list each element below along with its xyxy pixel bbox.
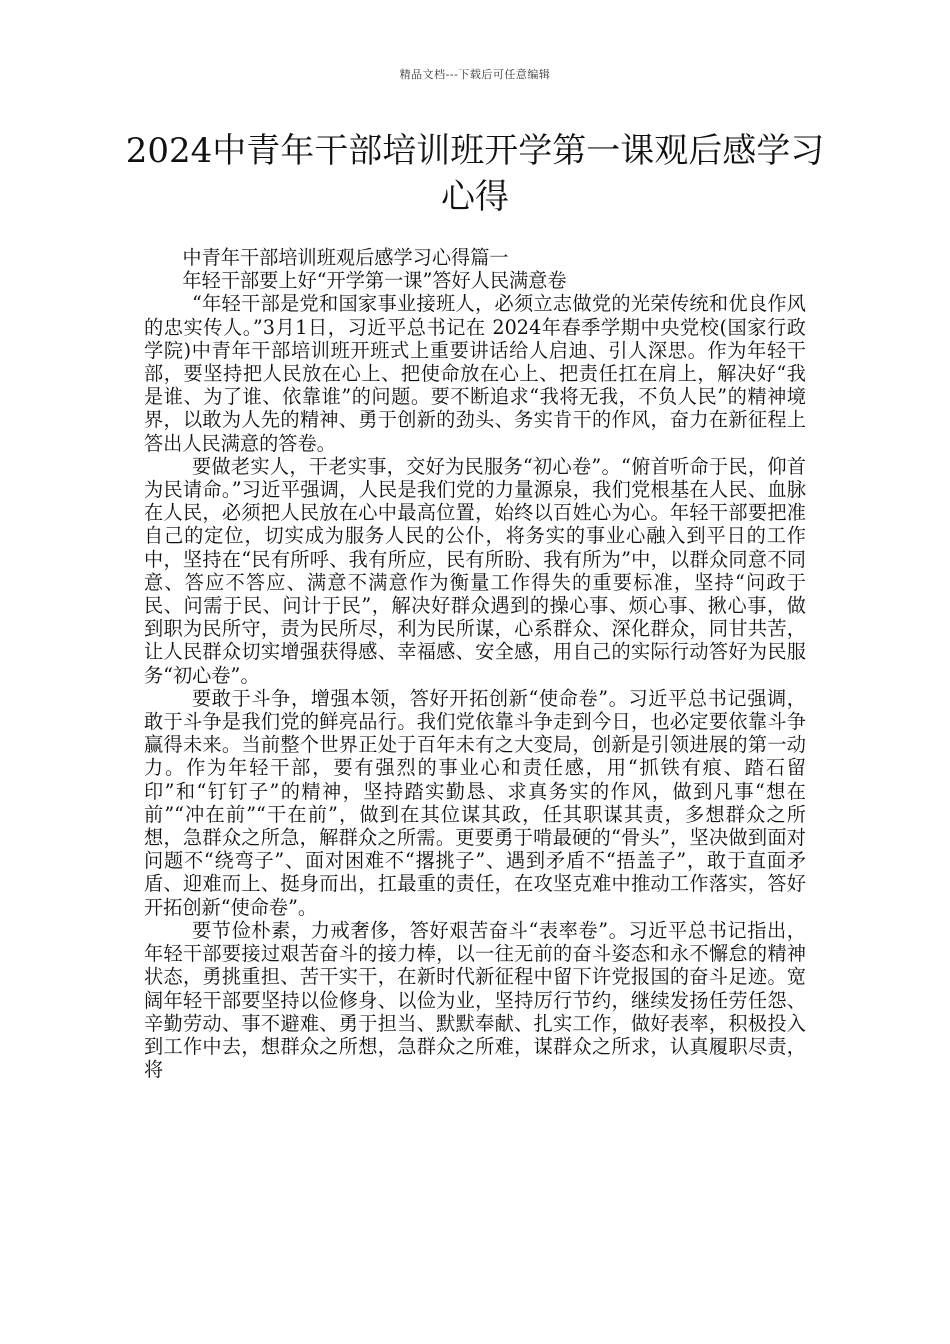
paragraph: 要做老实人，干老实事，交好为民服务“初心卷”。“俯首听命于民，仰首为民请命。”习近平强调，人民是我们党的力量源泉，我们党根基在人民、血脉在人民，必须把人民放在心中最高位置，始终以百姓心为心。年轻干部要把准自己的定位，切实成为服务人民的公仆，将务实的事业心融入到平日的工作中，坚持在“民有所呼、我有所应，民有所盼、我有所为”中，以群众同意不同意、答应不答应、满意不满意作为衡量工作得失的重要标准，坚持“问政于民、问需于民、问计于民”，解决好群众遇到的操心事、烦心事、揪心事，做到职为民所守，责为民所尽，利为民所谋，心系群众、深化群众，同甘共苦，让人民群众切实增强获得感、幸福感、安全感，用自己的实际行动答好为民服务“初心卷”。: [144, 454, 806, 687]
document-body: [144, 246, 806, 1081]
section-heading: 中青年干部培训班观后感学习心得篇一: [182, 246, 509, 269]
article-subtitle: 年轻干部要上好“开学第一课”答好人民满意卷: [182, 269, 567, 293]
paragraph: 要节俭朴素，力戒奢侈，答好艰苦奋斗“表率卷”。习近平总书记指出，年轻干部要接过艰苦奋斗的接力棒，以一往无前的奋斗姿态和永不懈怠的精神状态，勇挑重担、苦干实干，在新时代新征程中留下许党报国的奋斗足迹。宽阔年轻干部要坚持以俭修身、以俭为业，坚持厉行节约，继续发扬任劳任怨、辛勤劳动、事不避难、勇于担当、默默奉献、扎实工作，做好表率，积极投入到工作中去，想群众之所想，急群众之所难，谋群众之所求，认真履职尽责，将: [144, 918, 806, 1082]
paragraph: “年轻干部是党和国家事业接班人，必须立志做党的光荣传统和优良作风的忠实传人。”3月1日，习近平总书记在 2024年春季学期中央党校(国家行政学院)中青年干部培训班开班式上重要讲话给人启迪、引人深思。作为年轻干部，要坚持把人民放在心上、把使命放在心上、把责任扛在肩上，解决好“我是谁、为了谁、依靠谁”的问题。要不断追求“我将无我，不负人民”的精神境界，以敢为人先的精神、勇于创新的劲头、务实肯干的作风，奋力在新征程上答出人民满意的答卷。: [144, 292, 806, 455]
page-title: 2024中青年干部培训班开学第一课观后感学习心得: [125, 131, 825, 217]
paragraph: 要敢于斗争，增强本领，答好开拓创新“使命卷”。习近平总书记强调，敢于斗争是我们党的鲜亮品行。我们党依靠斗争走到今日，也必定要依靠斗争赢得未来。当前整个世界正处于百年未有之大变局，创新是引领进展的第一动力。作为年轻干部，要有强烈的事业心和责任感，用“抓铁有痕、踏石留印”和“钉钉子”的精神，坚持踏实勤恳、求真务实的作风，做到凡事“想在前”“冲在前”“干在前”，做到在其位谋其政，任其职谋其责，多想群众之所想，急群众之所急，解群众之所需。更要勇于啃最硬的“骨头”，坚决做到面对问题不“绕弯子”、面对困难不“撂挑子”、遇到矛盾不“捂盖子”，敢于直面矛盾、迎难而上、挺身而出，扛最重的责任，在攻坚克难中推动工作落实，答好开拓创新“使命卷”。: [144, 686, 806, 919]
header-note: 精品文档---下载后可任意编辑: [399, 68, 551, 81]
